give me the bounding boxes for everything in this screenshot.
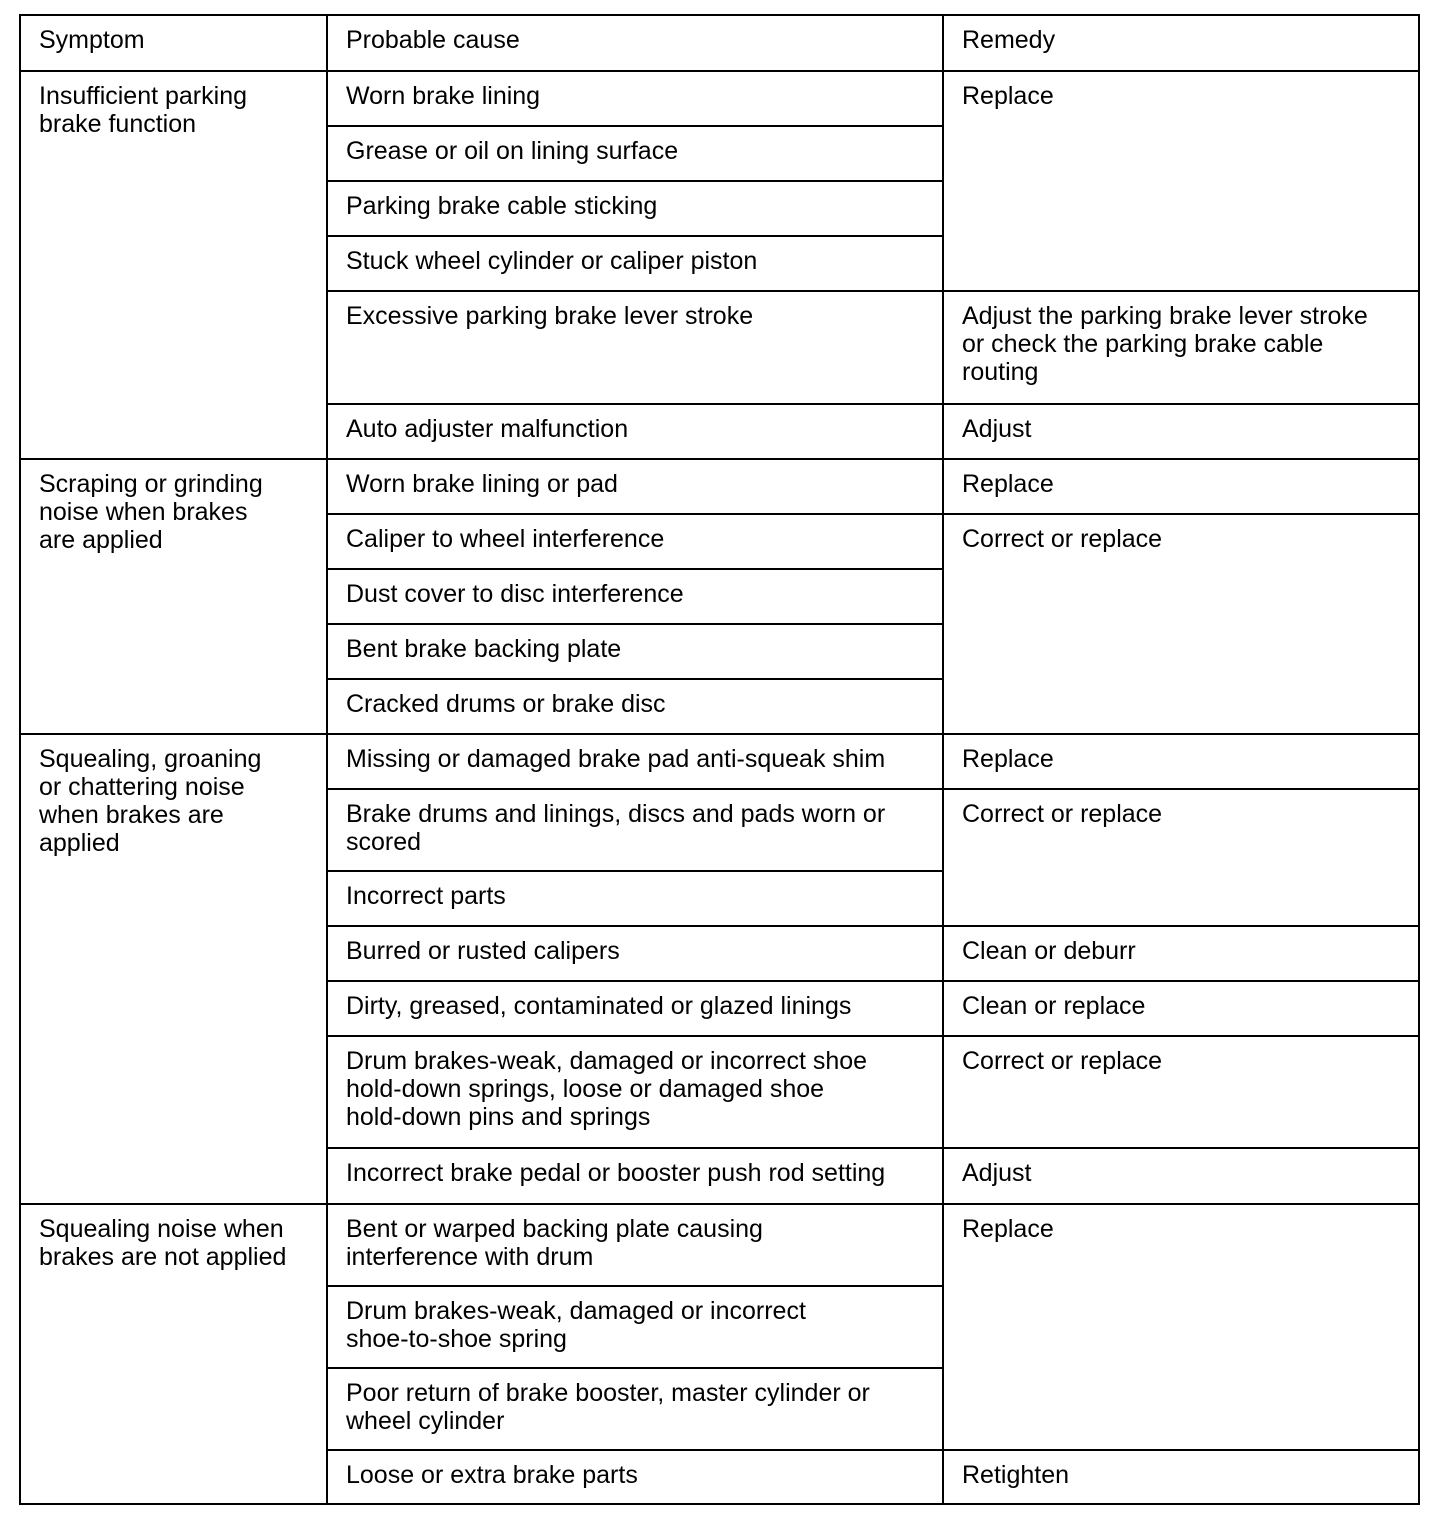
cause-cell: Parking brake cable sticking bbox=[327, 181, 943, 236]
remedy-cell: Adjust bbox=[943, 1148, 1419, 1204]
cause-cell: Grease or oil on lining surface bbox=[327, 126, 943, 181]
remedy-cell: Correct or replace bbox=[943, 514, 1419, 734]
cause-cell: Bent or warped backing plate causing interference with drum bbox=[327, 1204, 943, 1286]
cause-cell: Dust cover to disc interference bbox=[327, 569, 943, 624]
cause-cell: Incorrect parts bbox=[327, 871, 943, 926]
cause-cell: Burred or rusted calipers bbox=[327, 926, 943, 981]
remedy-cell: Replace bbox=[943, 1204, 1419, 1450]
cause-cell: Drum brakes-weak, damaged or incorrect shoe hold-down springs, loose or damaged shoe hold-down pins and springs bbox=[327, 1036, 943, 1148]
symptom-cell: Insufficient parking brake function bbox=[20, 71, 327, 459]
remedy-cell: Replace bbox=[943, 71, 1419, 291]
cause-cell: Cracked drums or brake disc bbox=[327, 679, 943, 734]
cause-cell: Bent brake backing plate bbox=[327, 624, 943, 679]
remedy-cell: Replace bbox=[943, 459, 1419, 514]
remedy-cell: Retighten bbox=[943, 1450, 1419, 1504]
symptom-cell: Scraping or grinding noise when brakes are applied bbox=[20, 459, 327, 734]
header-row bbox=[20, 15, 1419, 71]
header-probable-cause: Probable cause bbox=[327, 15, 943, 71]
troubleshooting-table bbox=[19, 14, 1420, 1505]
table-row bbox=[20, 459, 1419, 514]
cause-cell: Worn brake lining bbox=[327, 71, 943, 126]
table-row bbox=[20, 71, 1419, 126]
header-symptom: Symptom bbox=[20, 15, 327, 71]
cause-cell: Missing or damaged brake pad anti-squeak shim bbox=[327, 734, 943, 789]
cause-cell: Poor return of brake booster, master cylinder or wheel cylinder bbox=[327, 1368, 943, 1450]
cause-cell: Brake drums and linings, discs and pads worn or scored bbox=[327, 789, 943, 871]
symptom-cell: Squealing noise when brakes are not applied bbox=[20, 1204, 327, 1504]
header-remedy: Remedy bbox=[943, 15, 1419, 71]
cause-cell: Excessive parking brake lever stroke bbox=[327, 291, 943, 404]
table-row bbox=[20, 1204, 1419, 1286]
cause-cell: Auto adjuster malfunction bbox=[327, 404, 943, 459]
remedy-cell: Replace bbox=[943, 734, 1419, 789]
remedy-cell: Correct or replace bbox=[943, 789, 1419, 926]
cause-cell: Drum brakes-weak, damaged or incorrect shoe-to-shoe spring bbox=[327, 1286, 943, 1368]
remedy-cell: Clean or deburr bbox=[943, 926, 1419, 981]
symptom-cell: Squealing, groaning or chattering noise when brakes are applied bbox=[20, 734, 327, 1204]
cause-cell: Caliper to wheel interference bbox=[327, 514, 943, 569]
remedy-cell: Clean or replace bbox=[943, 981, 1419, 1036]
remedy-cell: Correct or replace bbox=[943, 1036, 1419, 1148]
remedy-cell: Adjust the parking brake lever stroke or check the parking brake cable routing bbox=[943, 291, 1419, 404]
remedy-cell: Adjust bbox=[943, 404, 1419, 459]
table-row bbox=[20, 734, 1419, 789]
cause-cell: Stuck wheel cylinder or caliper piston bbox=[327, 236, 943, 291]
cause-cell: Worn brake lining or pad bbox=[327, 459, 943, 514]
cause-cell: Incorrect brake pedal or booster push rod setting bbox=[327, 1148, 943, 1204]
cause-cell: Dirty, greased, contaminated or glazed linings bbox=[327, 981, 943, 1036]
cause-cell: Loose or extra brake parts bbox=[327, 1450, 943, 1504]
